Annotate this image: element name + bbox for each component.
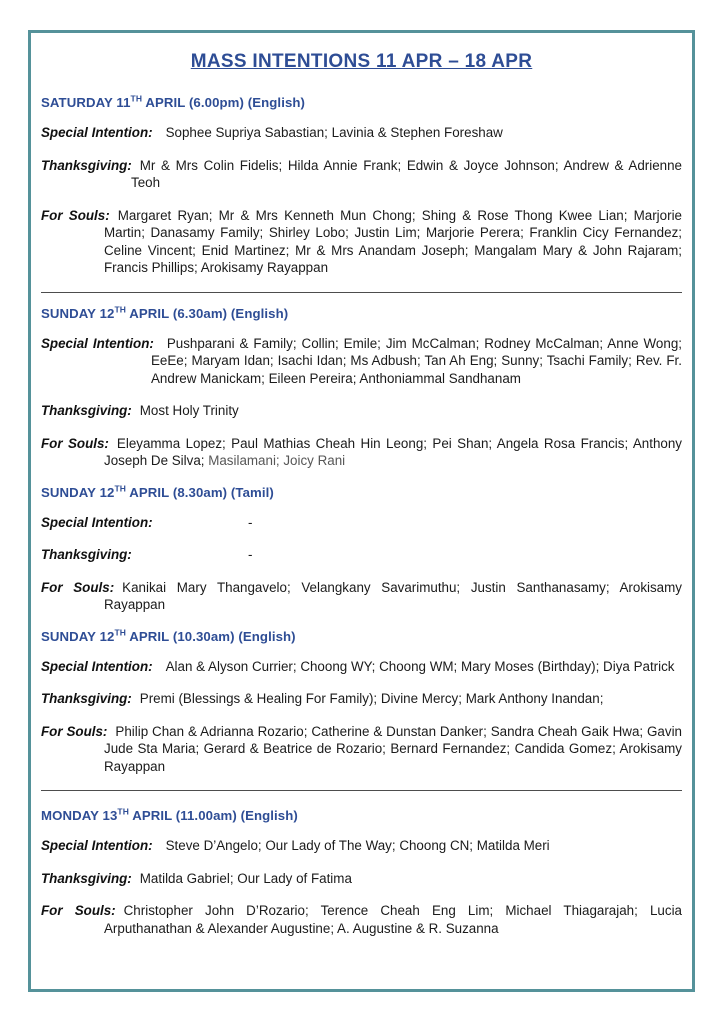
heading-ordinal: TH — [130, 93, 143, 104]
entry-text: - — [248, 514, 253, 530]
heading-day: SATURDAY 11 — [41, 95, 131, 110]
mass-section-sunday-630am — [41, 306, 682, 470]
mass-section-saturday-6pm — [41, 95, 682, 293]
special-intention-label: Special Intention: — [41, 125, 153, 140]
mass-section-sunday-1030am — [41, 629, 682, 792]
entry-text: Premi (Blessings & Healing For Family); Divine Mercy; Mark Anthony Inandan; — [139, 691, 604, 706]
thanksgiving-entry — [41, 157, 682, 192]
entry-text: Philip Chan & Adrianna Rozario; Catherine & Dunstan Danker; Sandra Cheah Gaik Hwa; Gavin Jude Sta Maria; Gerard & Beatrice de Rozario; Bernard Fernandez; Candida Gomez; Arokisamy Rayappan — [104, 723, 682, 774]
for-souls-entry — [41, 723, 682, 776]
for-souls-entry — [41, 207, 682, 277]
entry-text: Steve D’Angelo; Our Lady of The Way; Choong CN; Matilda Meri — [165, 838, 550, 853]
special-intention-label: Special Intention: — [41, 838, 153, 853]
for-souls-label: For Souls: — [41, 207, 110, 223]
thanksgiving-label: Thanksgiving: — [41, 870, 132, 886]
section-heading — [41, 808, 682, 823]
section-divider — [41, 292, 682, 293]
mass-section-sunday-830am — [41, 485, 682, 614]
section-heading — [41, 95, 682, 110]
for-souls-entry — [41, 579, 682, 614]
special-intention-entry — [41, 335, 682, 388]
thanksgiving-entry — [41, 402, 682, 420]
for-souls-entry — [41, 902, 682, 937]
heading-detail: APRIL (8.30am) (Tamil) — [126, 484, 274, 500]
mass-section-monday-11am — [41, 808, 682, 937]
heading-detail: APRIL (11.00am) (English) — [128, 808, 298, 823]
souls-gray-names: Masilamani; Joicy Rani — [208, 453, 346, 468]
heading-detail: APRIL (6.00pm) (English) — [142, 95, 306, 110]
heading-ordinal: TH — [114, 304, 126, 315]
heading-day: SUNDAY 12 — [41, 305, 115, 321]
thanksgiving-label: Thanksgiving: — [41, 403, 132, 418]
heading-detail: APRIL (10.30am) (English) — [126, 628, 296, 644]
heading-ordinal: TH — [114, 483, 126, 494]
entry-text: Christopher John D’Rozario; Terence Cheah Eng Lim; Michael Thiagarajah; Lucia Arputhanathan & Alexander Augustine; A. Augustine & R. Suzanna — [104, 903, 682, 936]
entry-text: Alan & Alyson Currier; Choong WY; Choong WM; Mary Moses (Birthday); Diya Patrick — [165, 658, 675, 674]
special-intention-label: Special Intention: — [41, 335, 154, 351]
special-intention-entry — [41, 658, 682, 676]
for-souls-label: For Souls: — [41, 903, 116, 918]
thanksgiving-entry — [41, 690, 682, 708]
special-intention-entry — [41, 124, 682, 142]
thanksgiving-label: Thanksgiving: — [41, 547, 132, 562]
for-souls-label: For Souls: — [41, 723, 108, 739]
for-souls-label: For Souls: — [41, 435, 109, 451]
thanksgiving-label: Thanksgiving: — [41, 691, 132, 706]
entry-text: - — [248, 547, 253, 562]
special-intention-label: Special Intention: — [41, 658, 153, 674]
page-title: MASS INTENTIONS 11 APR – 18 APR — [190, 51, 533, 72]
heading-ordinal: TH — [117, 806, 129, 817]
heading-ordinal: TH — [114, 627, 126, 638]
entry-text: Margaret Ryan; Mr & Mrs Kenneth Mun Chong; Shing & Rose Thong Kwee Lian; Marjorie Martin; Danasamy Family; Shirley Lobo; Justin Lim; Marjorie Perera; Franklin Cicy Fernandez; Celine Vincent; Enid Martinez; Mr & Mrs Anandam Joseph; Mangalam Mary & John Rajaram; Francis Phillips; Arokisamy Rayappan — [104, 207, 682, 275]
for-souls-entry — [41, 435, 682, 470]
special-intention-entry — [41, 514, 682, 532]
entry-text: Matilda Gabriel; Our Lady of Fatima — [139, 870, 352, 886]
entry-text — [104, 436, 682, 469]
special-intention-entry — [41, 837, 682, 855]
heading-day: SUNDAY 12 — [41, 484, 115, 500]
special-intention-label: Special Intention: — [41, 514, 153, 530]
heading-day: MONDAY 13 — [41, 808, 118, 823]
entry-text: Kanikai Mary Thangavelo; Velangkany Savarimuthu; Justin Santhanasamy; Arokisamy Rayappan — [104, 579, 682, 612]
entry-text: Mr & Mrs Colin Fidelis; Hilda Annie Frank; Edwin & Joyce Johnson; Andrew & Adrienne Teoh — [131, 157, 682, 190]
section-divider — [41, 790, 682, 791]
thanksgiving-entry — [41, 546, 682, 564]
section-heading — [41, 306, 682, 321]
section-heading — [41, 485, 682, 500]
section-heading — [41, 629, 682, 644]
page-border — [28, 30, 695, 992]
entry-text: Pushparani & Family; Collin; Emile; Jim McCalman; Rodney McCalman; Anne Wong; EeEe; Maryam Idan; Isachi Idan; Ms Adbush; Tan Ah Eng; Sunny; Tsachi Family; Rev. Fr. Andrew Manickam; Eileen Pereira; Anthoniammal Sandhanam — [151, 335, 682, 386]
thanksgiving-label: Thanksgiving: — [41, 157, 132, 173]
for-souls-label: For Souls: — [41, 579, 115, 595]
entry-text: Sophee Supriya Sabastian; Lavinia & Stephen Foreshaw — [165, 125, 503, 140]
heading-detail: APRIL (6.30am) (English) — [126, 305, 289, 321]
thanksgiving-entry — [41, 870, 682, 888]
heading-day: SUNDAY 12 — [41, 628, 115, 644]
souls-names: Eleyamma Lopez; Paul Mathias Cheah Hin Leong; Pei Shan; Angela Rosa Francis; Anthony Joseph De Silva; — [104, 435, 682, 468]
entry-text: Most Holy Trinity — [139, 403, 239, 418]
